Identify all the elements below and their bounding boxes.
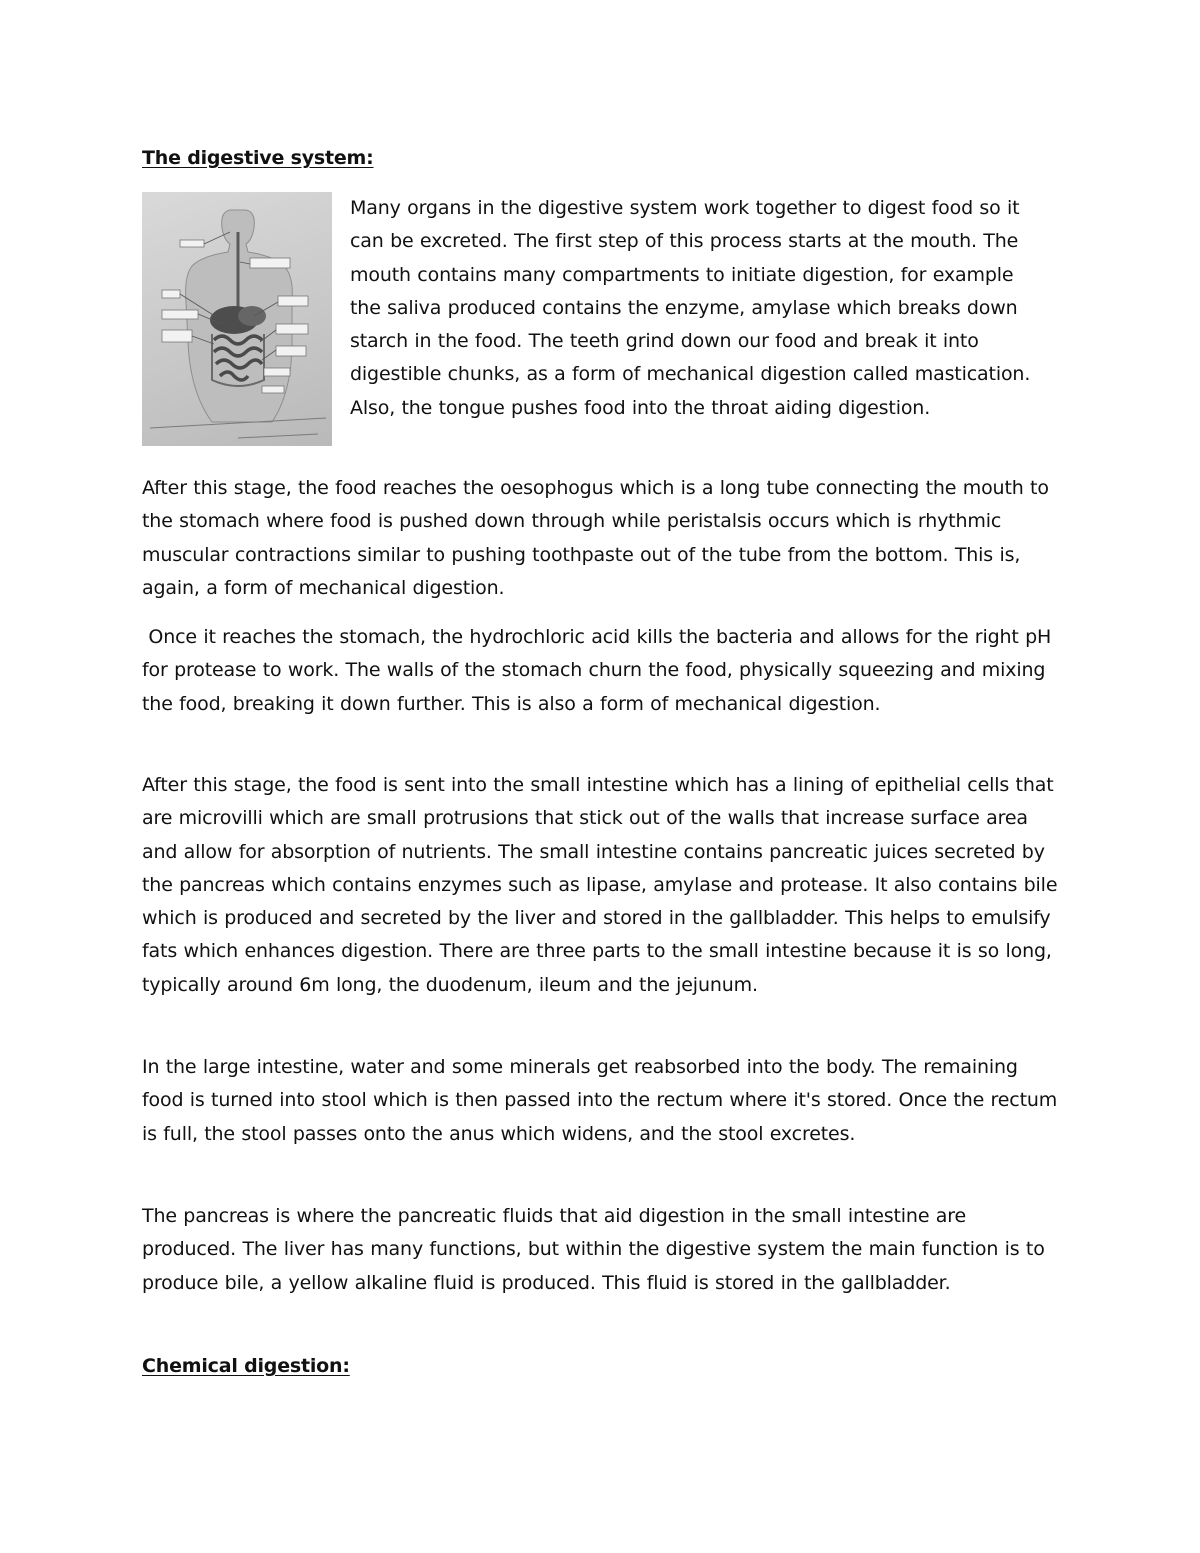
digestive-diagram-icon	[142, 192, 332, 446]
paragraph-pancreas-liver: The pancreas is where the pancreatic fluids that aid digestion in the small intestine are produced. The liver has many functions, but within the digestive system the main function is to produce bile, a yellow alkaline fluid is produced. This fluid is stored in the gallbladder.	[142, 1205, 1045, 1294]
paragraph-stomach: Once it reaches the stomach, the hydrochloric acid kills the bacteria and allows for the right pH for protease to work. The walls of the stomach churn the food, physically squeezing and mixing the food, breaking it down further. This is also a form of mechanical digestion.	[142, 626, 1058, 715]
paragraph-large-intestine: In the large intestine, water and some minerals get reabsorbed into the body. The remaining food is turned into stool which is then passed into the rectum where it's stored. Once the rectum is full, the stool passes onto the anus which widens, and the stool excretes.	[142, 1056, 1058, 1145]
heading-digestive-system: The digestive system:	[142, 147, 374, 169]
intro-paragraph: Many organs in the digestive system work together to digest food so it can be excreted. The first step of this process starts at the mouth. The mouth contains many compartments to initiate digestion, for example the saliva produced contains the enzyme, amylase which breaks down starch in the food. The teeth grind down our food and break it into digestible chunks, as a form of mechanical digestion called mastication. Also, the tongue pushes food into the throat aiding digestion.	[350, 197, 1031, 419]
paragraph-small-intestine: After this stage, the food is sent into the small intestine which has a lining of epithelial cells that are microvilli which are small protrusions that stick out of the walls that increase surface area and allow for absorption of nutrients. The small intestine contains pancreatic juices secreted by the pancreas which contains enzymes such as lipase, amylase and protease. It also contains bile which is produced and secreted by the liver and stored in the gallbladder. This helps to emulsify fats which enhances digestion. There are three parts to the small intestine because it is so long, typically around 6m long, the duodenum, ileum and the jejunum.	[142, 774, 1058, 996]
paragraph-oesophagus: After this stage, the food reaches the oesophogus which is a long tube connecting the mouth to the stomach where food is pushed down through while peristalsis occurs which is rhythmic muscular contractions similar to pushing toothpaste out of the tube from the bottom. This is, again, a form of mechanical digestion.	[142, 477, 1049, 599]
heading-chemical-digestion: Chemical digestion:	[142, 1355, 350, 1377]
digestive-system-diagram-photo	[142, 192, 332, 446]
